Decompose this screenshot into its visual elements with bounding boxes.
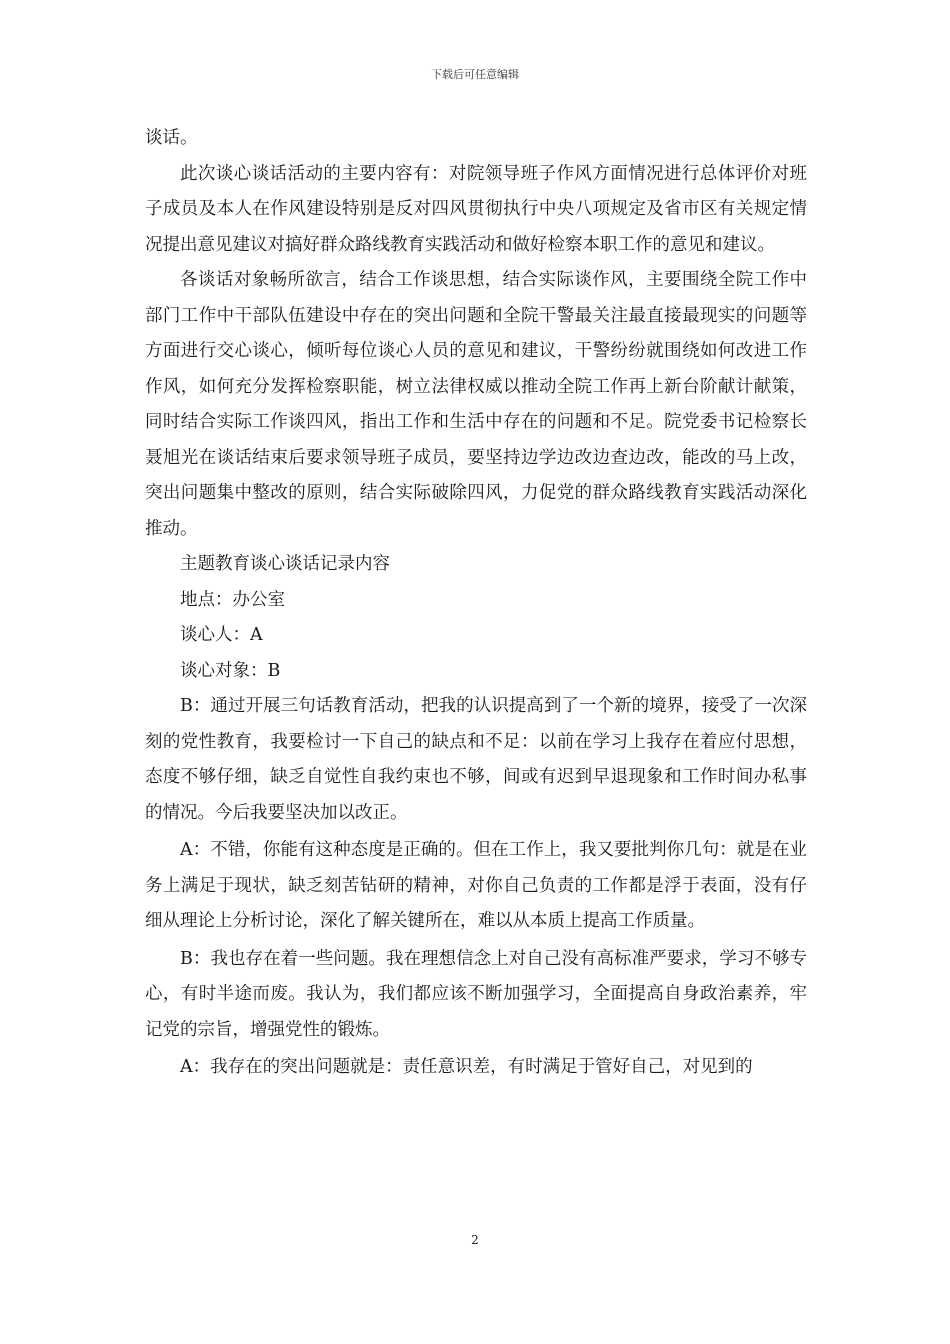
interviewee-line: 谈心对象：B [180,660,281,681]
paragraph-1: 谈话。 [145,128,198,148]
dialogue-b-1: B：通过开展三句话教育活动，把我的认识提高到了一个新的境界，接受了一次深刻的党性教育，我要检讨一下自己的缺点和不足：以前在学习上我存在着应付思想，态度不够仔细，缺乏自觉性自我约束也不够，间或有迟到早退现象和工作时间办私事的情况。今后我要坚决加以改正。 [145,696,807,823]
document-body [145,121,807,1086]
paragraph-3: 各谈话对象畅所欲言，结合工作谈思想，结合实际谈作风，主要围绕全院工作中部门工作中干部队伍建设中存在的突出问题和全院干警最关注最直接最现实的问题等方面进行交心谈心，倾听每位谈心人员的意见和建议，干警纷纷就围绕如何改进工作作风，如何充分发挥检察职能，树立法律权威以推动全院工作再上新台阶献计献策，同时结合实际工作谈四风，指出工作和生活中存在的问题和不足。院党委书记检察长聂旭光在谈话结束后要求领导班子成员，要坚持边学边改边查边改，能改的马上改，突出问题集中整改的原则，结合实际破除四风，力促党的群众路线教育实践活动深化推动。 [145,270,807,539]
page-number: 2 [471,1233,479,1247]
location-line: 地点：办公室 [180,589,285,610]
dialogue-b-2: B：我也存在着一些问题。我在理想信念上对自己没有高标准严要求，学习不够专心，有时半途而废。我认为，我们都应该不断加强学习，全面提高自身政治素养，牢记党的宗旨，增强党性的锻炼。 [145,948,807,1040]
dialogue-a-1: A：不错，你能有这种态度是正确的。但在工作上，我又要批判你几句：就是在业务上满足于现状，缺乏刻苦钻研的精神，对你自己负责的工作都是浮于表面，没有仔细从理论上分析讨论，深化了解关键所在，难以从本质上提高工作质量。 [145,840,807,931]
page-header: 下载后可任意编辑 [431,68,519,81]
paragraph-2: 此次谈心谈话活动的主要内容有：对院领导班子作风方面情况进行总体评价对班子成员及本人在作风建设特别是反对四风贯彻执行中央八项规定及省市区有关规定情况提出意见建议对搞好群众路线教育实践活动和做好检察本职工作的意见和建议。 [145,163,807,255]
section-title: 主题教育谈心谈话记录内容 [180,554,390,574]
dialogue-a-2: A：我存在的突出问题就是：责任意识差，有时满足于管好自己，对见到的 [180,1057,753,1077]
interviewer-line: 谈心人：A [180,625,263,645]
